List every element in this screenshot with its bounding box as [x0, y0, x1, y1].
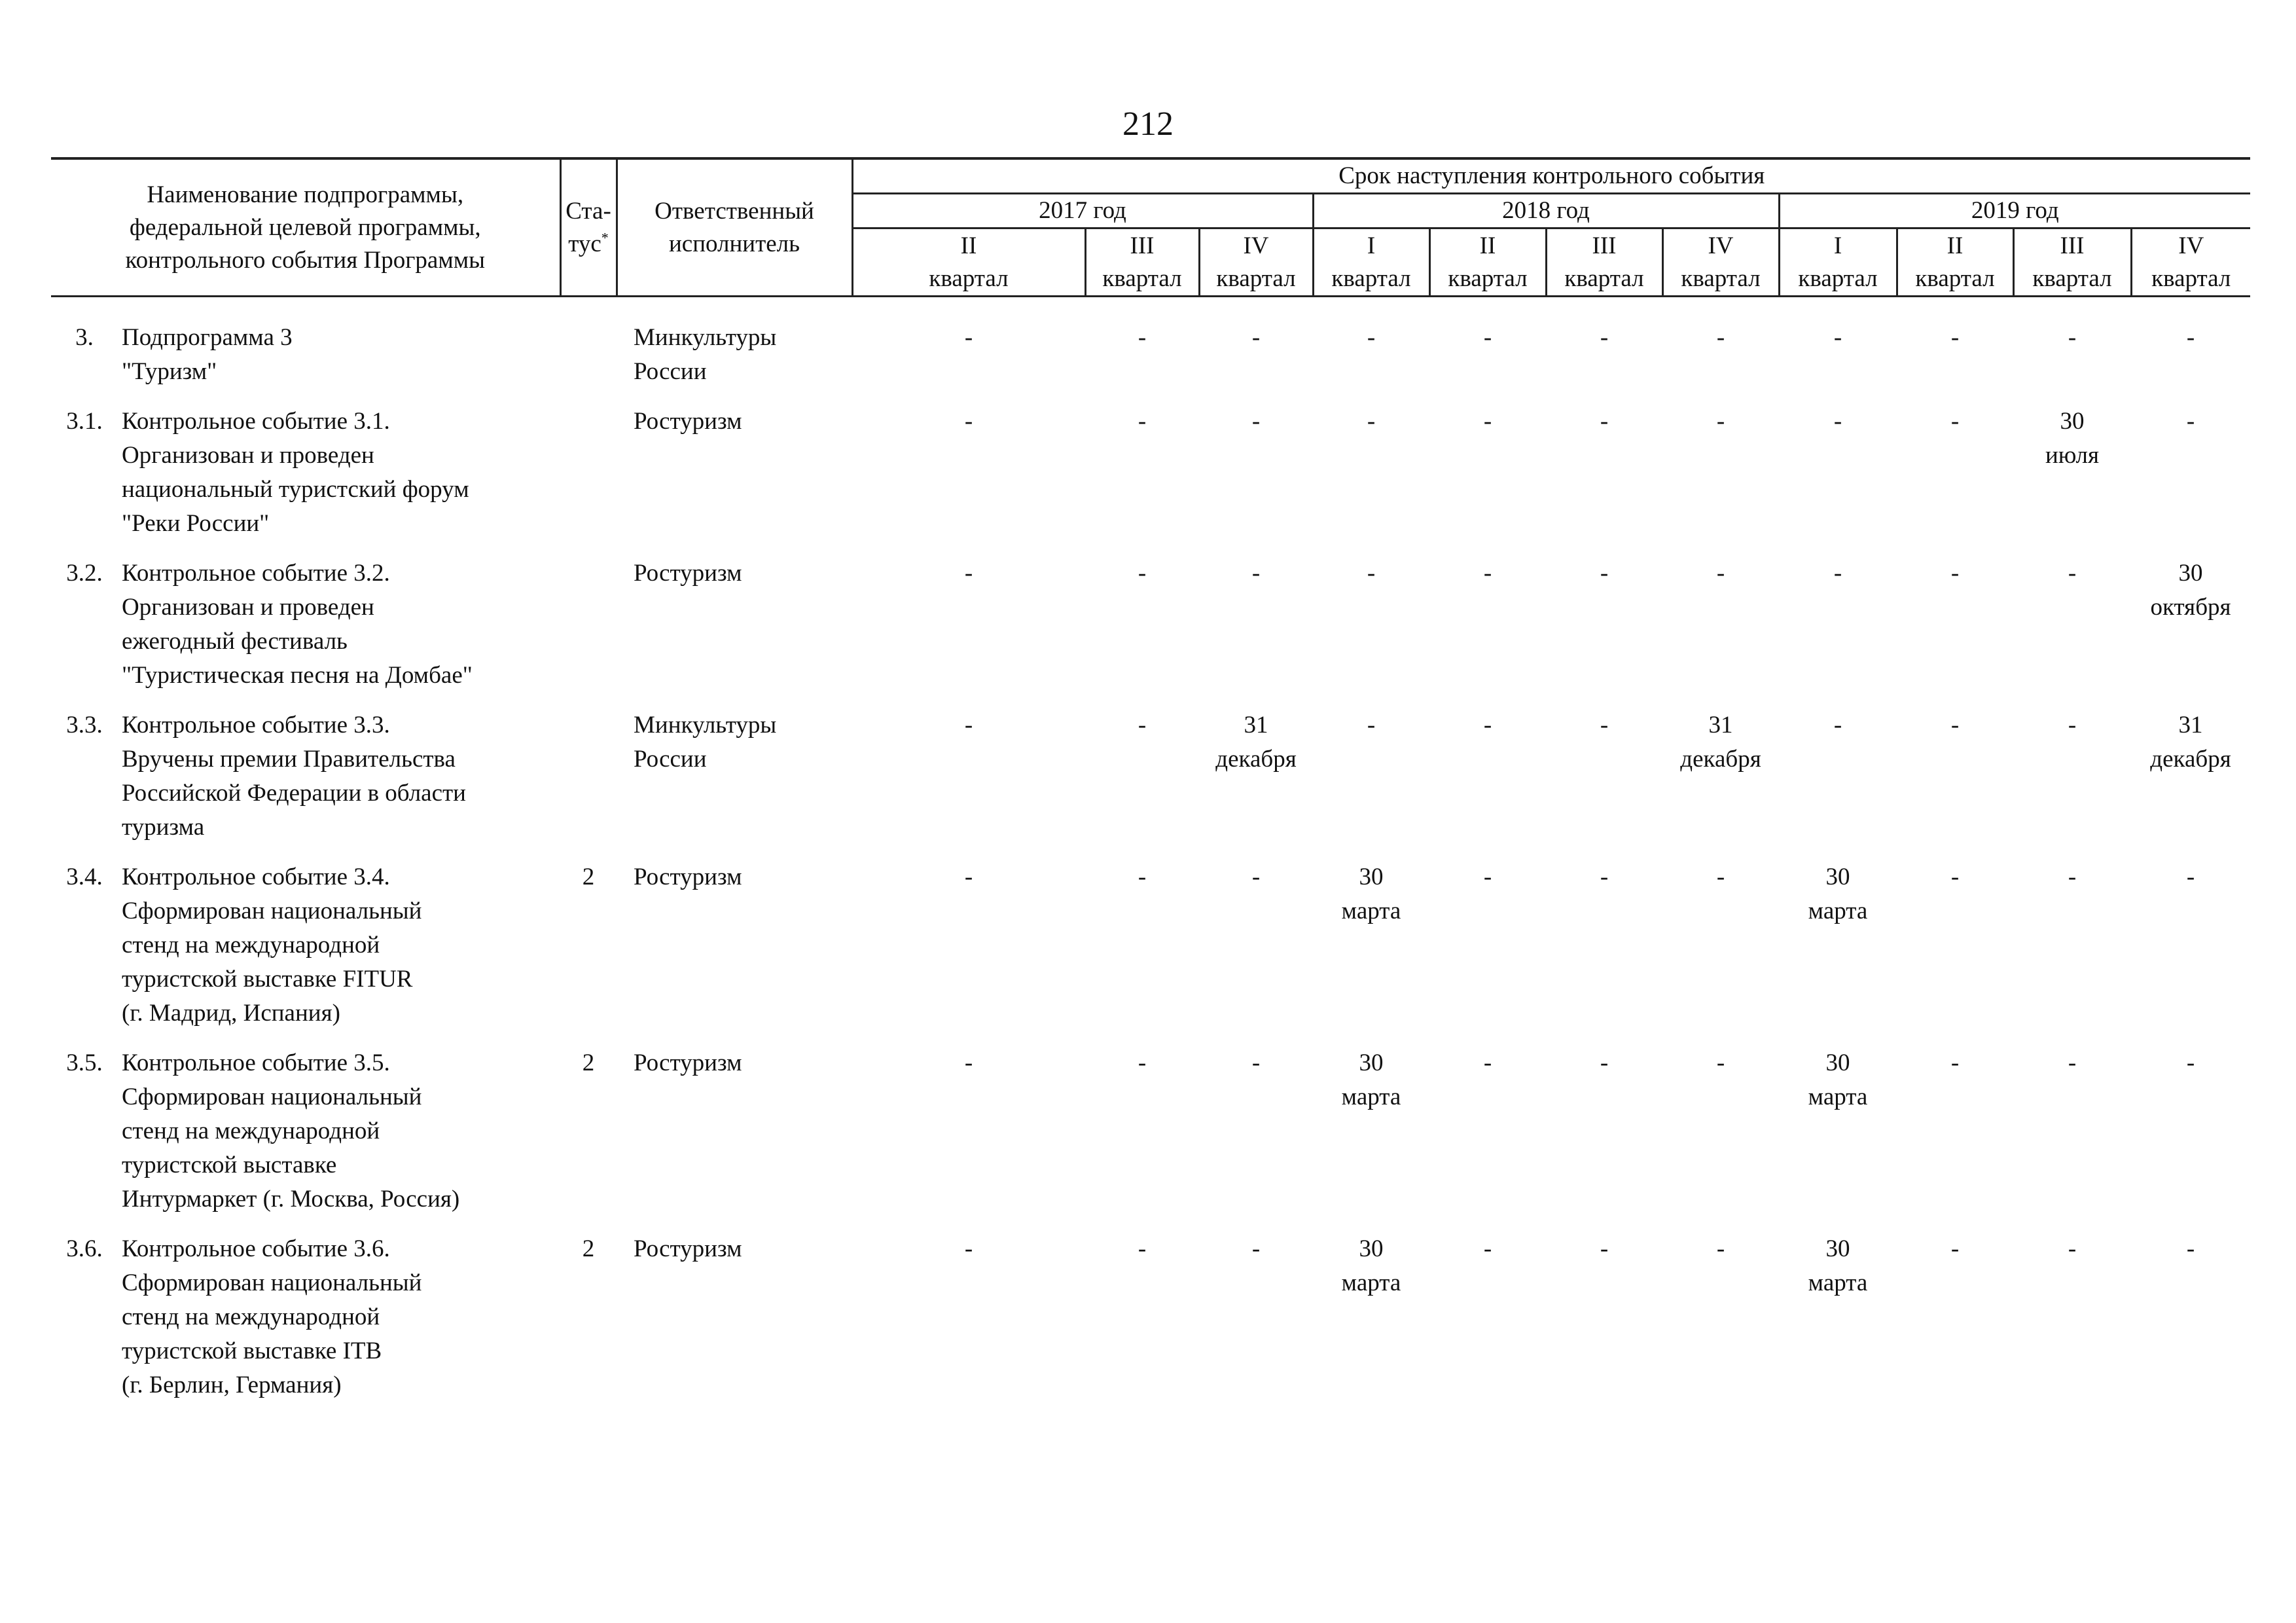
quarter-deadline-cell: - — [1833, 712, 1842, 739]
quarter-deadline-cell: - — [964, 324, 973, 351]
quarter-deadline-cell: - — [2186, 408, 2195, 435]
quarter-deadline-cell: - — [964, 560, 973, 587]
row-number: 3.4. — [66, 864, 103, 890]
quarter-header — [1662, 228, 1779, 297]
quarter-deadline-cell: - — [2068, 1049, 2077, 1076]
quarter-roman: III — [1592, 232, 1617, 259]
table-row — [51, 1046, 2250, 1232]
quarter-header — [1779, 228, 1897, 297]
status-value: 2 — [582, 864, 595, 890]
quarter-deadline-cell: - — [1483, 1235, 1492, 1262]
quarter-header — [2013, 228, 2131, 297]
quarter-deadline-cell: 30 июля — [2045, 408, 2099, 469]
quarter-deadline-cell: - — [1367, 712, 1376, 739]
quarter-deadline-cell: 31 декабря — [2150, 712, 2231, 773]
event-name: Контрольное событие 3.5. Сформирован национальный стенд на международной туристской выставке Интурмаркет (г. Москва, Россия) — [122, 1049, 460, 1213]
quarter-deadline-cell: - — [1138, 1049, 1147, 1076]
table-row — [51, 405, 2250, 556]
quarter-header — [1199, 228, 1313, 297]
quarter-label: квартал — [1331, 264, 1411, 292]
quarter-deadline-cell: - — [1950, 864, 1960, 890]
quarter-deadline-cell: - — [1251, 560, 1261, 587]
quarter-deadline-cell: - — [1251, 864, 1261, 890]
table-row — [51, 708, 2250, 860]
quarter-deadline-cell: - — [2068, 324, 2077, 351]
quarter-label: квартал — [1216, 264, 1296, 292]
quarter-deadline-cell: - — [1251, 324, 1261, 351]
quarter-header — [852, 228, 1085, 297]
quarter-deadline-cell: - — [1483, 324, 1492, 351]
name-column-header — [51, 158, 560, 297]
quarter-deadline-cell: - — [1950, 1235, 1960, 1262]
quarter-header — [1897, 228, 2013, 297]
quarter-deadline-cell: - — [1483, 864, 1492, 890]
status-footnote-mark: * — [601, 229, 609, 246]
name-column-label: Наименование подпрограммы, федеральной целевой программы, контрольного события Программы — [125, 181, 486, 274]
row-number: 3.1. — [66, 408, 103, 435]
status-value: 2 — [582, 1049, 595, 1076]
quarter-deadline-cell: - — [2186, 324, 2195, 351]
deadline-header: Срок наступления контрольного события — [852, 158, 2250, 194]
table-body — [51, 297, 2250, 1419]
quarter-deadline-cell: - — [1251, 408, 1261, 435]
quarter-deadline-cell: - — [1251, 1049, 1261, 1076]
table-row — [51, 860, 2250, 1046]
quarter-deadline-cell: - — [1483, 408, 1492, 435]
quarter-label: квартал — [1681, 264, 1761, 292]
responsible-executor: Ростуризм — [634, 1235, 742, 1262]
quarter-deadline-cell: 31 декабря — [1680, 712, 1761, 773]
quarter-deadline-cell: 30 марта — [1808, 1049, 1868, 1110]
quarter-header — [1546, 228, 1662, 297]
row-number: 3.3. — [66, 712, 103, 739]
quarter-roman: IV — [2178, 232, 2204, 259]
quarter-deadline-cell: - — [2068, 1235, 2077, 1262]
quarter-deadline-cell: - — [1833, 324, 1842, 351]
quarter-deadline-cell: 30 марта — [1341, 864, 1401, 924]
event-name: Контрольное событие 3.1. Организован и проведен национальный туристский форум "Реки России" — [122, 408, 469, 537]
status-column-label-1: Ста- — [565, 197, 611, 225]
quarter-roman: I — [1367, 232, 1376, 259]
quarter-deadline-cell: - — [1600, 712, 1609, 739]
quarter-deadline-cell: - — [1138, 408, 1147, 435]
quarter-deadline-cell: 30 марта — [1341, 1235, 1401, 1296]
quarter-roman: III — [2060, 232, 2085, 259]
quarter-deadline-cell: - — [1833, 560, 1842, 587]
status-value — [560, 405, 617, 556]
quarter-deadline-cell: - — [2186, 1235, 2195, 1262]
quarter-roman: III — [1130, 232, 1155, 259]
quarter-deadline-cell: - — [1138, 324, 1147, 351]
quarter-deadline-cell: - — [1600, 1049, 1609, 1076]
table-row — [51, 1232, 2250, 1418]
quarter-deadline-cell: - — [964, 864, 973, 890]
quarter-deadline-cell: - — [964, 1049, 973, 1076]
status-value — [560, 708, 617, 860]
event-name: Подпрограмма 3 "Туризм" — [122, 324, 293, 385]
year-header-2018: 2018 год — [1313, 194, 1779, 228]
status-column-header — [560, 158, 617, 297]
quarter-label: квартал — [2151, 264, 2231, 292]
table-row — [51, 556, 2250, 708]
responsible-executor: Ростуризм — [634, 1049, 742, 1076]
year-header-2019: 2019 год — [1779, 194, 2250, 228]
quarter-deadline-cell: - — [964, 1235, 973, 1262]
quarter-deadline-cell: - — [1251, 1235, 1261, 1262]
quarter-deadline-cell: 30 марта — [1341, 1049, 1401, 1110]
quarter-roman: I — [1833, 232, 1842, 259]
quarter-deadline-cell: - — [1600, 560, 1609, 587]
quarter-deadline-cell: - — [1716, 324, 1725, 351]
event-name: Контрольное событие 3.6. Сформирован национальный стенд на международной туристской выставке ITB (г. Берлин, Германия) — [122, 1235, 422, 1398]
quarter-deadline-cell: - — [2068, 560, 2077, 587]
responsible-column-header — [617, 158, 852, 297]
quarter-roman: II — [1946, 232, 1964, 259]
status-value — [560, 556, 617, 708]
quarter-deadline-cell: - — [1138, 864, 1147, 890]
responsible-executor: Ростуризм — [634, 408, 742, 435]
quarter-deadline-cell: - — [1367, 560, 1376, 587]
quarter-deadline-cell: - — [1483, 1049, 1492, 1076]
quarter-deadline-cell: - — [1138, 1235, 1147, 1262]
row-number: 3.2. — [66, 560, 103, 587]
quarter-deadline-cell: - — [1367, 324, 1376, 351]
quarter-deadline-cell: - — [1716, 408, 1725, 435]
responsible-column-label: Ответственный исполнитель — [655, 197, 814, 257]
quarter-deadline-cell: - — [1483, 560, 1492, 587]
quarter-deadline-cell: - — [964, 408, 973, 435]
quarter-deadline-cell: - — [2186, 1049, 2195, 1076]
control-events-table — [51, 157, 2250, 1418]
quarter-header — [2131, 228, 2250, 297]
row-number: 3.6. — [66, 1235, 103, 1262]
quarter-deadline-cell: - — [1950, 560, 1960, 587]
table-header — [51, 158, 2250, 297]
quarter-roman: IV — [1243, 232, 1269, 259]
status-value: 2 — [582, 1235, 595, 1262]
quarter-header — [1313, 228, 1429, 297]
quarter-deadline-cell: - — [1950, 408, 1960, 435]
quarter-deadline-cell: - — [1833, 408, 1842, 435]
quarter-deadline-cell: - — [1600, 864, 1609, 890]
quarter-deadline-cell: 30 марта — [1808, 864, 1868, 924]
quarter-deadline-cell: - — [1716, 560, 1725, 587]
responsible-executor: Минкультуры России — [634, 324, 777, 385]
quarter-deadline-cell: - — [1600, 1235, 1609, 1262]
quarter-deadline-cell: - — [1716, 1235, 1725, 1262]
quarter-header — [1085, 228, 1199, 297]
quarter-deadline-cell: - — [1716, 1049, 1725, 1076]
quarter-deadline-cell: 30 октября — [2150, 560, 2231, 621]
row-number: 3.5. — [66, 1049, 103, 1076]
event-name: Контрольное событие 3.4. Сформирован национальный стенд на международной туристской выставке FITUR (г. Мадрид, Испания) — [122, 864, 422, 1027]
quarter-label: квартал — [1448, 264, 1528, 292]
quarter-deadline-cell: 30 марта — [1808, 1235, 1868, 1296]
quarter-deadline-cell: - — [2068, 712, 2077, 739]
quarter-deadline-cell: 31 декабря — [1215, 712, 1297, 773]
quarter-deadline-cell: - — [1950, 324, 1960, 351]
quarter-deadline-cell: - — [1138, 560, 1147, 587]
status-value — [560, 321, 617, 405]
responsible-executor: Ростуризм — [634, 864, 742, 890]
quarter-deadline-cell: - — [1367, 408, 1376, 435]
event-name: Контрольное событие 3.2. Организован и проведен ежегодный фестиваль "Туристическая песня на Домбае" — [122, 560, 473, 689]
responsible-executor: Минкультуры России — [634, 712, 777, 773]
status-column-label-2: тус — [568, 230, 601, 257]
quarter-header — [1429, 228, 1546, 297]
quarter-deadline-cell: - — [2186, 864, 2195, 890]
quarter-label: квартал — [1102, 264, 1182, 292]
quarter-deadline-cell: - — [1600, 324, 1609, 351]
quarter-label: квартал — [1798, 264, 1878, 292]
quarter-roman: II — [1479, 232, 1496, 259]
quarter-label: квартал — [2032, 264, 2112, 292]
quarter-deadline-cell: - — [964, 712, 973, 739]
quarter-label: квартал — [929, 264, 1009, 292]
quarter-deadline-cell: - — [1716, 864, 1725, 890]
quarter-deadline-cell: - — [1950, 712, 1960, 739]
responsible-executor: Ростуризм — [634, 560, 742, 587]
page-number: 212 — [1122, 105, 1174, 143]
quarter-deadline-cell: - — [1483, 712, 1492, 739]
quarter-label: квартал — [1915, 264, 1995, 292]
quarter-deadline-cell: - — [1600, 408, 1609, 435]
quarter-deadline-cell: - — [1950, 1049, 1960, 1076]
quarter-label: квартал — [1564, 264, 1644, 292]
table-row — [51, 321, 2250, 405]
quarter-roman: IV — [1708, 232, 1734, 259]
year-header-2017: 2017 год — [852, 194, 1313, 228]
quarter-deadline-cell: - — [2068, 864, 2077, 890]
event-name: Контрольное событие 3.3. Вручены премии Правительства Российской Федерации в области туризма — [122, 712, 466, 841]
quarter-roman: II — [960, 232, 977, 259]
quarter-deadline-cell: - — [1138, 712, 1147, 739]
row-number: 3. — [75, 324, 94, 351]
